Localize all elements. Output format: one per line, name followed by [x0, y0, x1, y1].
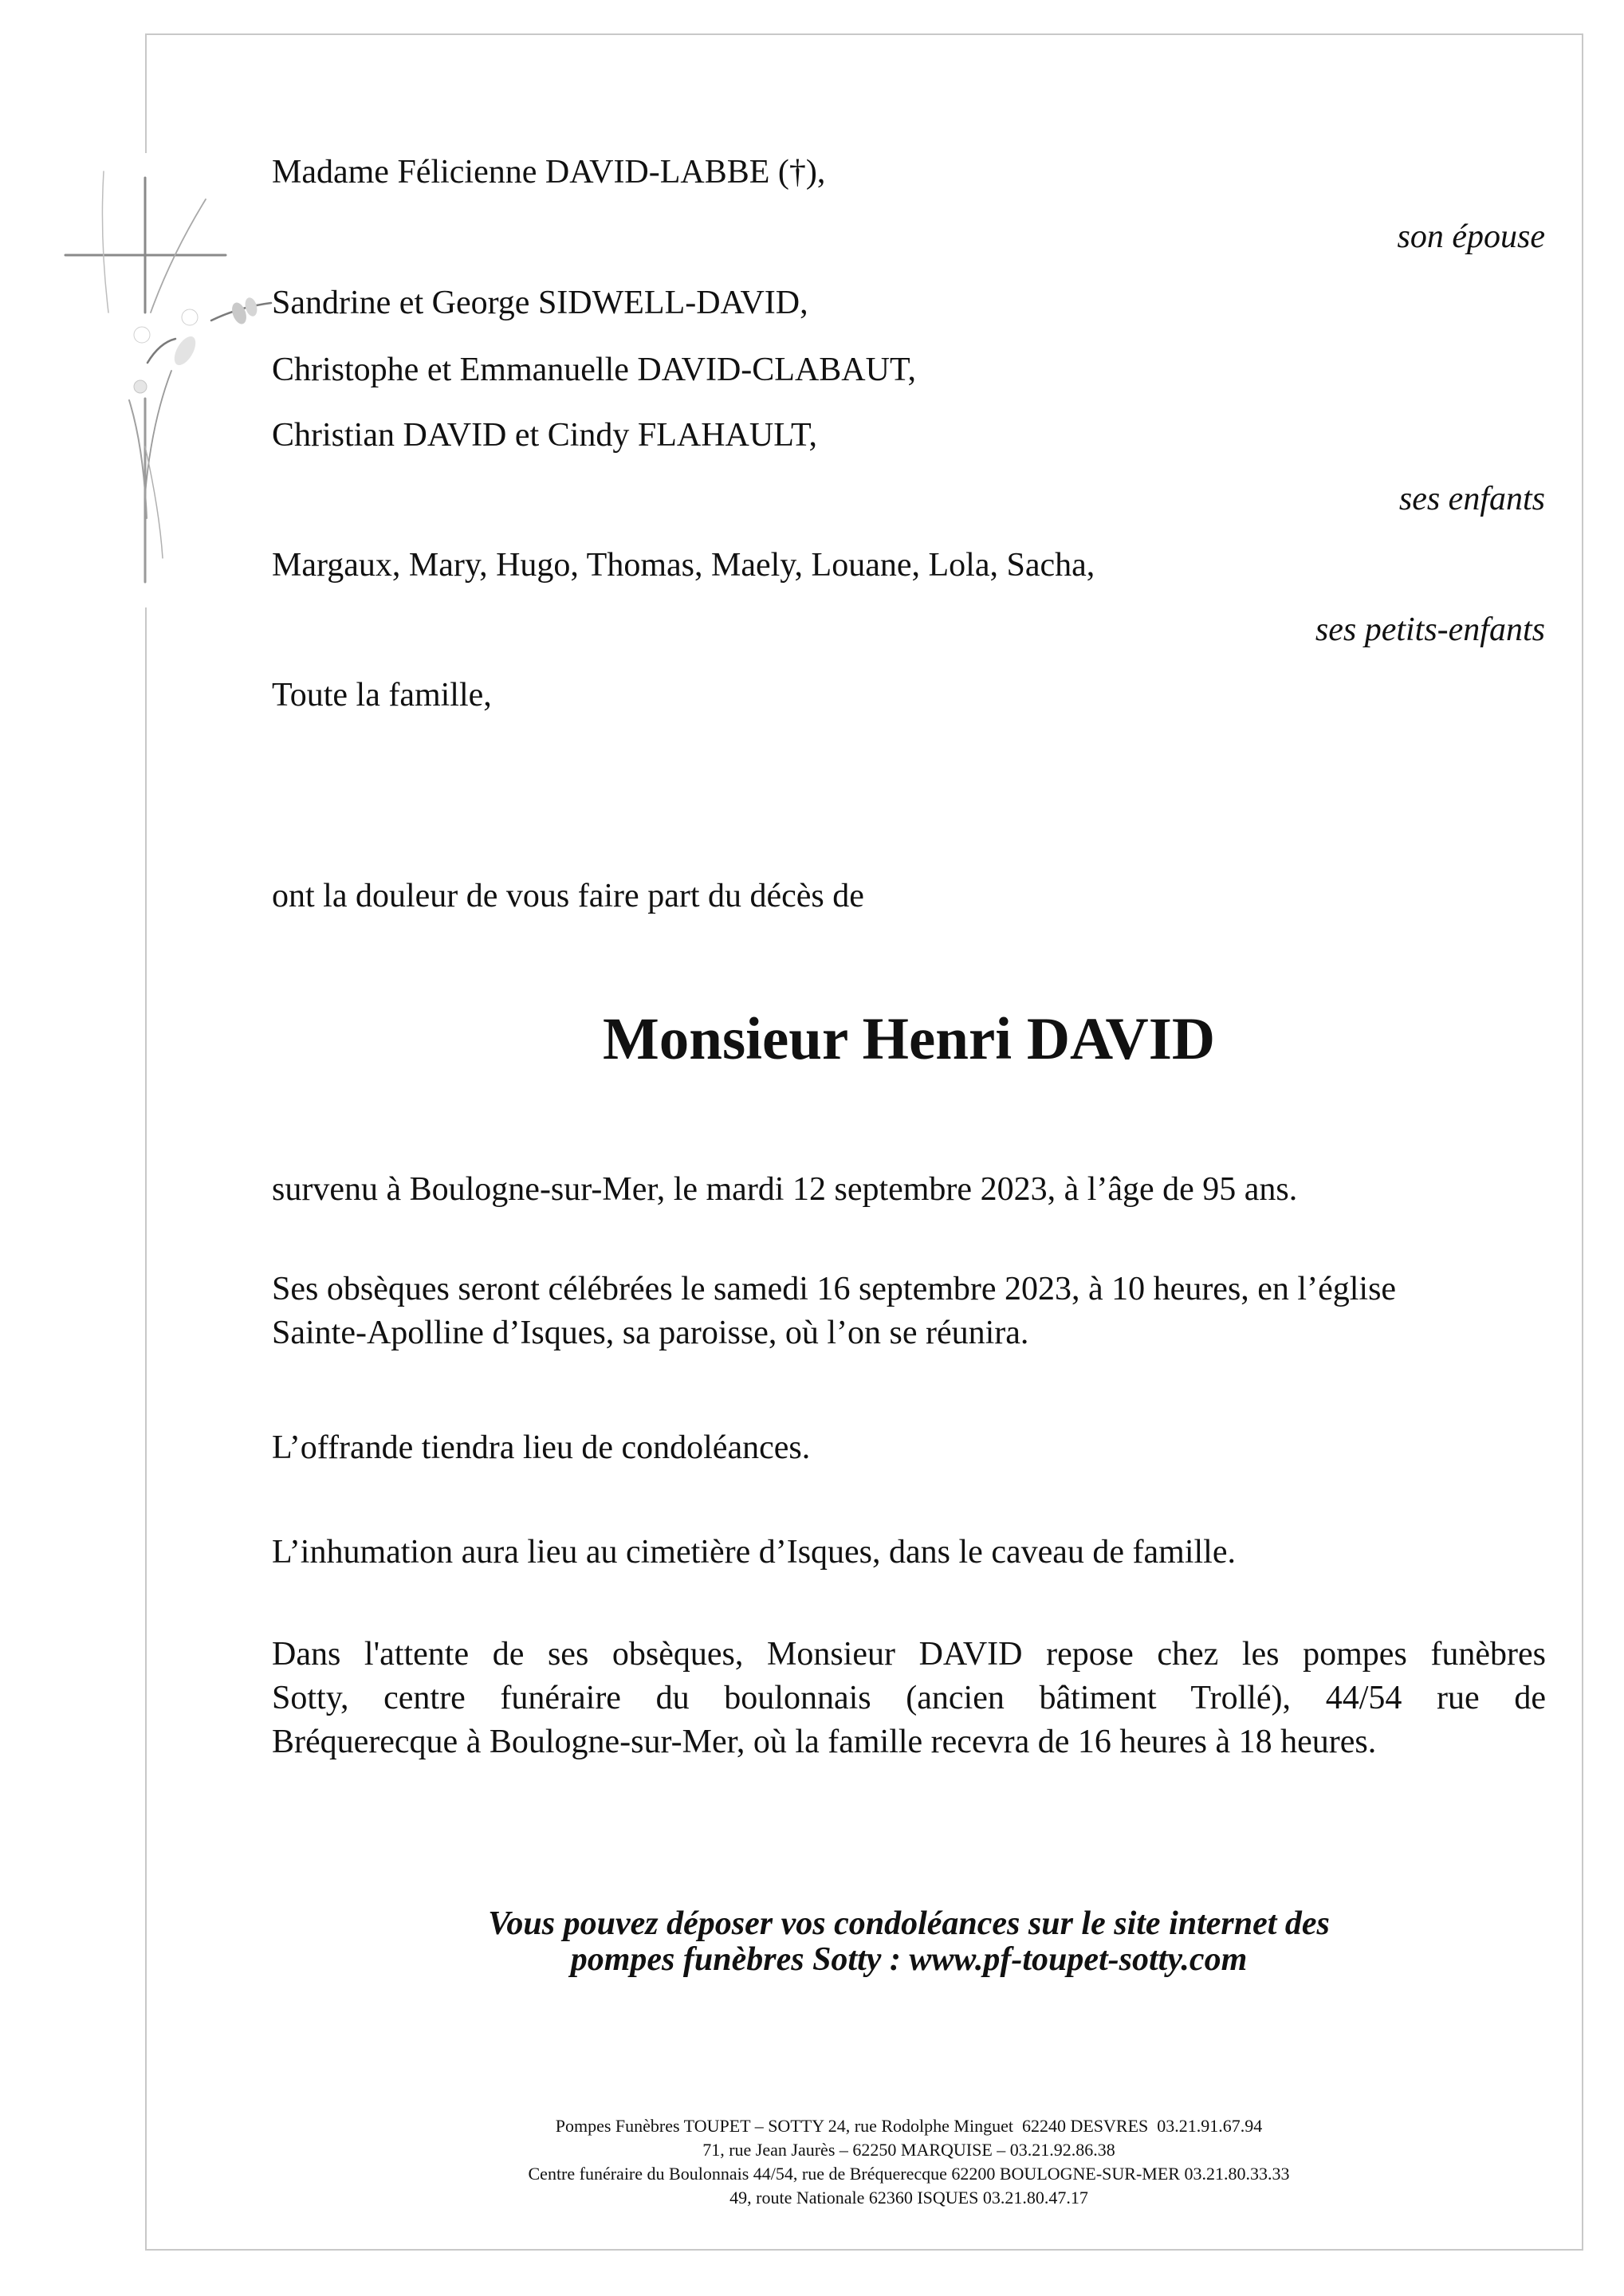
- viewing-line: Sotty, centre funéraire du boulonnais (ancien bâtiment Trollé), 44/54 rue de: [272, 1680, 1546, 1716]
- death-details: survenu à Boulogne-sur-Mer, le mardi 12 septembre 2023, à l’âge de 95 ans.: [272, 1171, 1298, 1208]
- frame-bottom-border: [146, 2249, 1583, 2251]
- viewing-line: Bréquerecque à Boulogne-sur-Mer, où la famille recevra de 16 heures à 18 heures.: [272, 1724, 1377, 1760]
- viewing-line: Dans l'attente de ses obsèques, Monsieur DAVID repose chez les pompes funèbres: [272, 1636, 1546, 1673]
- child-entry: Christian DAVID et Cindy FLAHAULT,: [272, 417, 818, 454]
- frame-left-border-lower: [145, 607, 147, 2251]
- footer-line: Centre funéraire du Boulonnais 44/54, rue de Bréquerecque 62200 BOULOGNE-SUR-MER 03.21.80.33.33: [528, 2164, 1290, 2184]
- viewing-paragraph: [272, 1633, 1546, 1764]
- offering-text: L’offrande tiendra lieu de condoléances.: [272, 1429, 811, 1466]
- stem-lower-3: [145, 446, 163, 558]
- funeral-line: Ses obsèques seront célébrées le samedi 16 septembre 2023, à 10 heures, en l’église: [272, 1271, 1397, 1307]
- grandchildren-label: ses petits-enfants: [1315, 611, 1545, 648]
- announcement-text: ont la douleur de vous faire part du décès de: [272, 878, 864, 914]
- stem-left: [102, 171, 108, 313]
- deceased-name-heading: Monsieur Henri DAVID: [602, 1006, 1216, 1072]
- grandchildren-names: Margaux, Mary, Hugo, Thomas, Maely, Louane, Lola, Sacha,: [272, 547, 1095, 584]
- burial-text: L’inhumation aura lieu au cimetière d’Isques, dans le caveau de famille.: [272, 1534, 1236, 1571]
- stem-lower: [145, 371, 171, 494]
- cross-flower-ornament-icon: [0, 0, 287, 606]
- footer-line: 71, rue Jean Jaurès – 62250 MARQUISE – 03.21.92.86.38: [702, 2140, 1115, 2160]
- child-entry: Christophe et Emmanuelle DAVID-CLABAUT,: [272, 352, 916, 388]
- funeral-line: Sainte-Apolline d’Isques, sa paroisse, où l’on se réunira.: [272, 1315, 1029, 1351]
- children-label: ses enfants: [1398, 481, 1545, 517]
- spouse-label: son épouse: [1397, 218, 1545, 255]
- flower: [182, 309, 198, 325]
- footer-line: Pompes Funèbres TOUPET – SOTTY 24, rue Rodolphe Minguet 62240 DESVRES 03.21.91.67.94: [555, 2116, 1263, 2136]
- online-condolences-line: Vous pouvez déposer vos condoléances sur le site internet des: [488, 1905, 1330, 1942]
- funeral-paragraph: [272, 1268, 1546, 1355]
- child-entry: Sandrine et George SIDWELL-DAVID,: [272, 285, 808, 321]
- whole-family: Toute la famille,: [272, 677, 492, 714]
- frame-top-border: [146, 33, 1583, 35]
- online-condolences-link[interactable]: pompes funèbres Sotty : www.pf-toupet-sotty.com: [570, 1941, 1248, 1978]
- flower: [134, 327, 150, 343]
- flower: [134, 380, 147, 393]
- footer-line: 49, route Nationale 62360 ISQUES 03.21.80.47.17: [729, 2188, 1088, 2208]
- spouse-name: Madame Félicienne DAVID-LABBE (†),: [272, 154, 826, 191]
